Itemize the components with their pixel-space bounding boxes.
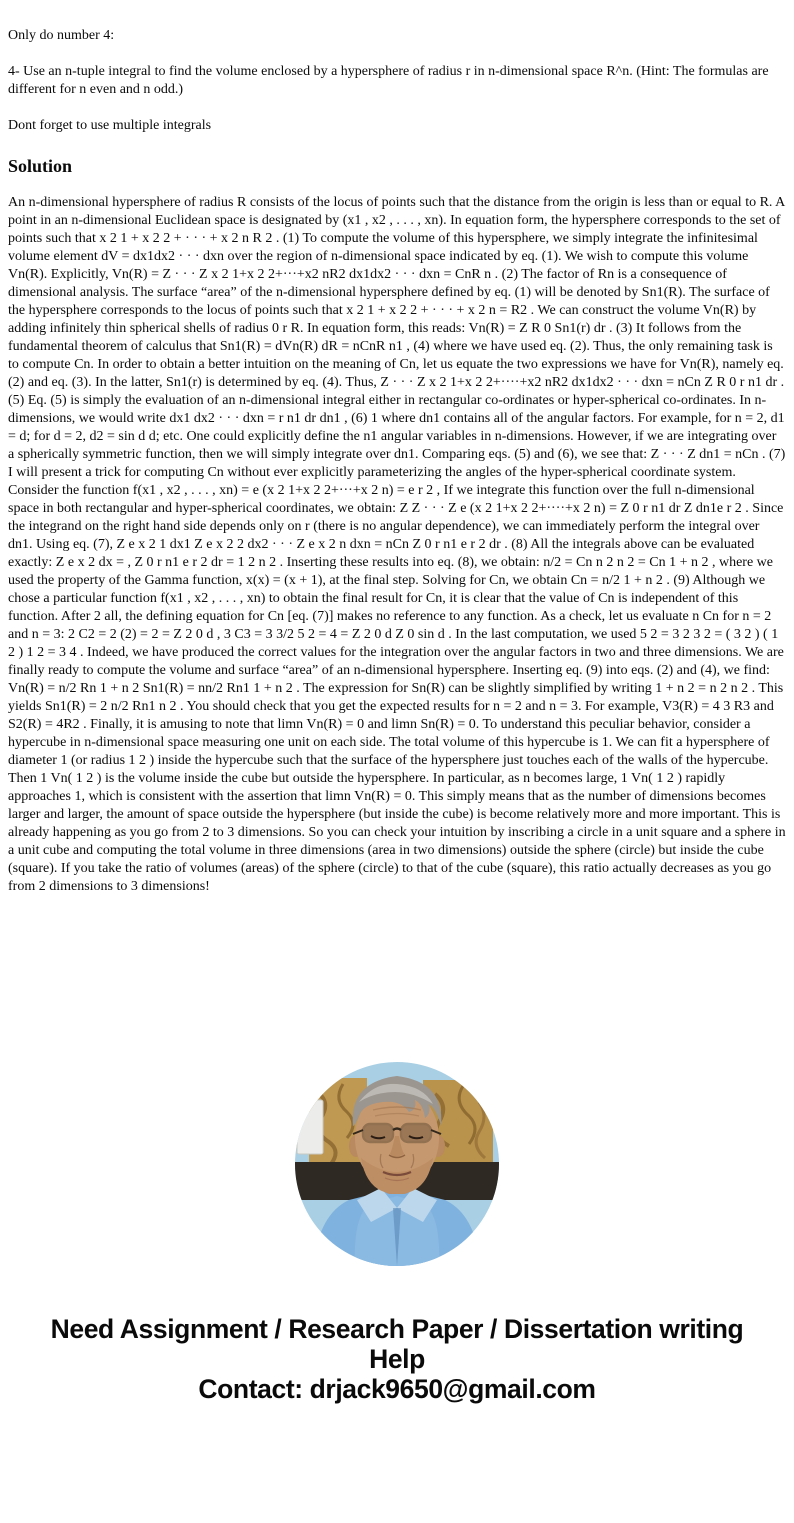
solution-body-text: An n-dimensional hypersphere of radius R consists of the locus of points such that the distance from the origin is less than or equal to R. A point in an n-dimensional Euclidean space is designated by (x1 , x2 , . . . , xn). In equation form, the hypersphere corresponds to the set of points such that x 2 1 + x 2 2 + · · · + x 2 n R 2 . (1) To compute the volume of this hypersphere, we simply integrate the infinitesimal volume element dV = dx1dx2 · · · dxn over the region of n-dimensional space indicated by eq. (1). We wish to compute this volume Vn(R). Explicitly, Vn(R) = Z · · · Z x 2 1+x 2 2+···+x2 nR2 dx1dx2 · · · dxn = CnR n . (2) The factor of Rn is a consequence of dimensional analysis. The surface “area” of the n-dimensional hypersphere defined by eq. (1) will be denoted by Sn1(R). The surface of the hypersphere corresponds to the locus of points such that x 2 1 + x 2 2 + · · · + x 2 n = R2 . We can construct the volume Vn(R) by adding infinitely thin spherical shells of radius 0 r R. In equation form, this reads: Vn(R) = Z R 0 Sn1(r) dr . (3) It follows from the fundamental theorem of calculus that Sn1(R) = dVn(R) dR = nCnR n1 , (4) where we have used eq. (2). Thus, the only remaining task is to compute Cn. In order to obtain a better intuition on the meaning of Cn, let us equate the two expressions we have for Vn(R), namely eq. (2) and eq. (3). In the latter, Sn1(r) is determined by eq. (4). Thus, Z · · · Z x 2 1+x 2 2+····+x2 nR2 dx1dx2 · · · dxn = nCn Z R 0 r n1 dr . (5) Eq. (5) is simply the evaluation of an n-dimensional integral either in rectangular co-ordinates or hyper-spherical co-ordinates. In n-dimensions, we would write dx1 dx2 · · · dxn = r n1 dr dn1 , (6) 1 where dn1 contains all of the angular factors. For example, for n = 2, d1 = d; for d = 2, d2 = sin d d; etc. One could explicitly define the n1 angular variables in n-dimensions. However, if we are integrating over a spherically symmetric function, then we will simply integrate over dn1. Comparing eqs. (5) and (6), we see that: Z · · · Z dn1 = nCn . (7) I will present a trick for computing Cn without ever explicitly parameterizing the angles of the hyper-spherical coordinate system. Consider the function f(x1 , x2 , . . . , xn) = e (x 2 1+x 2 2+···+x 2 n) = e r 2 , If we integrate this function over the full n-dimensional space in both rectangular and hyper-spherical coordinates, we obtain: Z Z · · · Z e (x 2 1+x 2 2+····+x 2 n) = Z 0 r n1 dr Z dn1e r 2 . Since the integrand on the right hand side depends only on r (there is no angular dependence), we can immediately perform the integral over dn1. Using eq. (7), Z e x 2 1 dx1 Z e x 2 2 dx2 · · · Z e x 2 n dxn = nCn Z 0 r n1 e r 2 dr . (8) All the integrals above can be evaluated exactly: Z e x 2 dx = , Z 0 r n1 e r 2 dr = 1 2 n 2 . Inserting these results into eq. (8), we obtain: n/2 = Cn n 2 n 2 = Cn 1 + n 2 , where we used the property of the Gamma function, x(x) = (x + 1), at the final step. Solving for Cn, we obtain Cn = n/2 1 + n 2 . (9) Although we chose a particular function f(x1 , x2 , . . . , xn) to obtain the final result for Cn, it is clear that the value of Cn is independent of this function. After 2 all, the defining equation for Cn [eq. (7)] makes no reference to any function. As a check, let us evaluate n Cn for n = 2 and n = 3: 2 C2 = 2 (2) = 2 = Z 2 0 d , 3 C3 = 3 3/2 5 2 = 4 = Z 2 0 d Z 0 sin d . In the last computation, we used 5 2 = 3 2 3 2 = ( 3 2 ) ( 1 2 ) 1 2 = 3 4 . Indeed, we have produced the correct values for the integration over the angular factors in two and three dimensions. We are finally ready to compute the volume and surface “area” of an n-dimensional hypersphere. Inserting eq. (9) into eqs. (2) and (4), we find: Vn(R) = n/2 Rn 1 + n 2 Sn1(R) = nn/2 Rn1 1 + n 2 . The expression for Sn(R) can be slightly simplified by writing 1 + n 2 = n 2 n 2 . This yields Sn1(R) = 2 n/2 Rn1 n 2 . You should check that you get the expected results for n = 2 and n = 3. For example, V3(R) = 4 3 R3 and S2(R) = 4R2 . Finally, it is amusing to note that limn Vn(R) = 0 and limn Sn(R) = 0. To understand this peculiar behavior, consider a hypercube in n-dimensional space measuring one unit on each side. The total volume of this hypercube is 1. We can fit a hypersphere of diameter 1 (or radius 1 2 ) inside the hypercube such that the surface of the hypersphere just touches each of the walls of the hypercube. Then 1 Vn( 1 2 ) is the volume inside the cube but outside the hypersphere. In particular, as n becomes large, 1 Vn( 1 2 ) rapidly approaches 1, which is consistent with the assertion that limn Vn(R) = 0. This simply means that as the number of dimensions becomes larger and larger, the amount of space outside the hypersphere (but inside the cube) is become relatively more and more important. This is already happening as you go from 2 to 3 dimensions. So you can check your intuition by inscribing a circle in a unit square and a sphere in a unit cube and computing the total volume in three dimensions (area in two dimensions) outside the sphere (circle) but inside the cube (square). If you take the ratio of volumes (areas) of the sphere (circle) to that of the cube (square), this ratio actually decreases as you go from 2 dimensions to 3 dimensions! <box>8 195 786 894</box>
banner-help-text: Need Assignment / Research Paper / Dissertation writing Help <box>50 1314 744 1374</box>
tutor-avatar <box>295 1062 499 1266</box>
instruction-text: Only do number 4: <box>8 28 115 43</box>
banner-contact-email: Contact: drjack9650@gmail.com <box>198 1374 596 1404</box>
tutor-portrait-image <box>295 1062 499 1266</box>
note-text: Dont forget to use multiple integrals <box>8 118 212 133</box>
footer-banner <box>37 1314 757 1404</box>
question-text: 4- Use an n-tuple integral to find the volume enclosed by a hypersphere of radius r in n-dimensional space R^n. (Hint: The formulas are different for n even and n odd.) <box>8 64 769 97</box>
solution-heading: Solution <box>8 156 73 176</box>
